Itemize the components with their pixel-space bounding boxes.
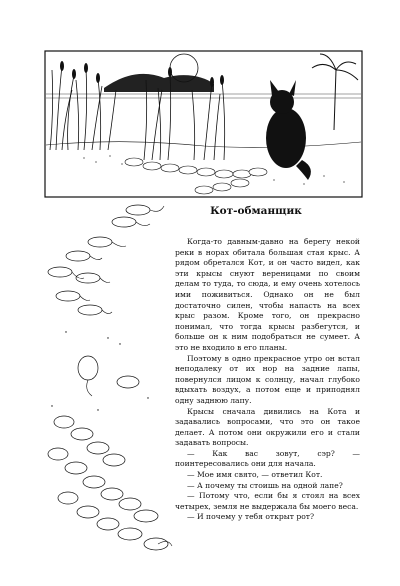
story-title: Кот-обманщик — [210, 205, 302, 217]
dialog-line: — Мое имя свято, — ответил Кот. — [187, 470, 323, 480]
paragraph: Крысы сначала дивились на Кота и задавались вопросами, что это он такое делает. А потом они окружили его и стали задавать вопросы. — [175, 406, 360, 448]
header-illustration-svg — [44, 50, 363, 198]
story-body — [175, 237, 360, 523]
paragraph: Когда-то давным-давно на берегу некой реки в норах обитала большая стая крыс. А рядом обретался Кот, и он часто видел, как эти крысы снуют вереницами по своим делам то туда, то сюда, и ему очень хотелось ими поживиться. Однако он не был достаточно силен, чтобы напасть на всех крыс разом. Кроме того, он прекрасно понимал, что тогда крысы разбегутся, и больше он к ним подобраться не сумеет. А это не входило в его планы. — [175, 237, 360, 352]
side-illustration-svg — [38, 198, 178, 558]
cat-riverbank-illustration — [44, 50, 363, 198]
paragraph: Поэтому в одно прекрасное утро он встал неподалеку от их нор на задние лапы, повернулся лицом к солнцу, начал глубоко вдыхать воздух, а потом еще и приподнял одну заднюю лапу. — [175, 353, 360, 405]
dialog-line: — Потому что, если бы я стоял на всех четырех, земля не выдержала бы моего веса. — [175, 491, 360, 511]
dialog-line: — И почему у тебя открыт рот? — [187, 512, 315, 522]
rats-procession-illustration — [38, 198, 178, 558]
dialog-line: — Как вас зовут, сэр? — поинтересовались они для начала. — [175, 448, 360, 469]
dialog-line: — А почему ты стоишь на одной лапе? — [187, 480, 343, 490]
